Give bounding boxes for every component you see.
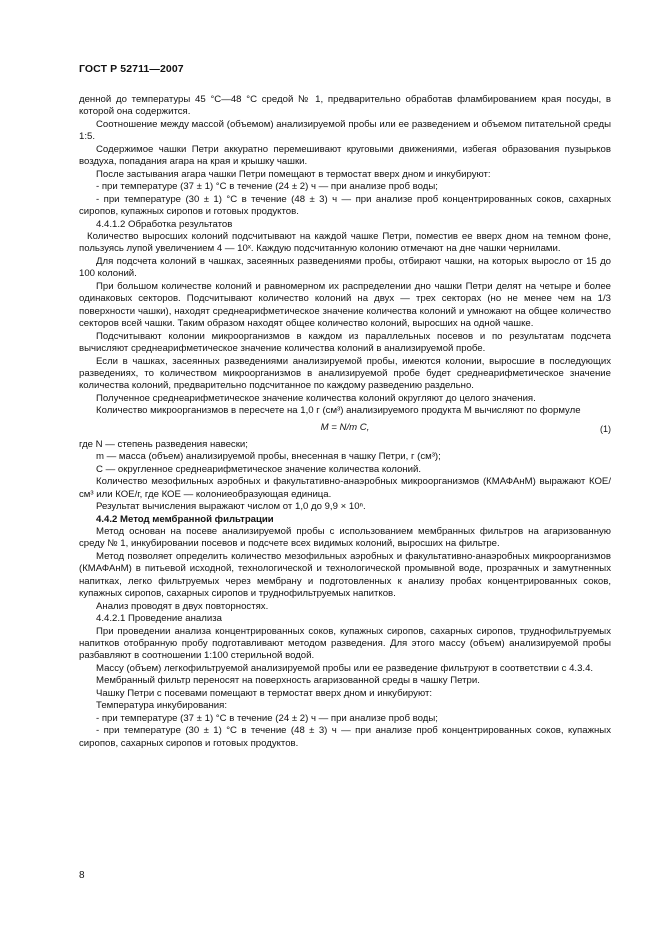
paragraphs-before-formula: [79, 94, 611, 418]
paragraph: Метод позволяет определить количество мезофильных аэробных и факультативно-анаэробных микроорганизмов (КМАФАнМ) в питьевой исходной, технологической и технологической промывной воде, прозрачных и замутненных напитках, легко фильтруемых через мембрану и подготовленных к анализу пробах концентрированных соков, купажных сиропов, сахарных сиропов и труднофильтруемых напитков.: [79, 550, 611, 600]
paragraph: Количество мезофильных аэробных и факультативно-анаэробных микроорганизмов (КМАФАнМ) выражают КОЕ/см³ или КОЕ/г, где КОЕ — колониеобразующая единица.: [79, 476, 611, 500]
paragraph: C — округленное среднеарифметическое значение количества колоний.: [96, 463, 421, 475]
paragraph: Метод основан на посеве анализируемой пробы с использованием мембранных фильтров на агаризованную среду № 1, инкубировании посевов и подсчете всех видимых колоний, выросших на фильтре.: [79, 525, 611, 550]
paragraph: Подсчитывают колонии микроорганизмов в каждом из параллельных посевов и по результатам подсчета вычисляют среднеарифметическое значение количества колоний в анализируемой пробе.: [79, 330, 611, 355]
document-body: [79, 94, 611, 750]
paragraph: Температура инкубирования:: [96, 700, 228, 712]
paragraph: - при температуре (30 ± 1) °С в течение (48 ± 3) ч — при анализе проб концентрированных соков, купажных сиропов, сахарных сиропов и готовых продуктов.: [79, 725, 611, 749]
paragraph: 4.4.2.1 Проведение анализа: [96, 613, 222, 625]
paragraph: m — масса (объем) анализируемой пробы, внесенная в чашку Петри, г (см³);: [96, 451, 441, 463]
paragraph: - при температуре (37 ± 1) °С в течение (24 ± 2) ч — при анализе проб воды;: [96, 712, 438, 724]
paragraph: 4.4.1.2 Обработка результатов: [96, 218, 233, 230]
formula: M = N/m C,: [320, 421, 370, 433]
paragraph: Если в чашках, засеянных разведениями анализируемой пробы, имеются колонии, выросшие в последующих разведениях, то количеством микроорганизмов в анализируемой пробе будет среднеарифметическое значение количества колоний, предварительно подсчитанное по каждому разведению раздельно.: [79, 355, 611, 392]
paragraph: Полученное среднеарифметическое значение количества колоний округляют до целого значения.: [96, 392, 536, 404]
paragraph: Чашку Петри с посевами помещают в термостат вверх дном и инкубируют:: [96, 687, 433, 699]
paragraph: - при температуре (37 ± 1) °С в течение (24 ± 2) ч — при анализе проб воды;: [96, 181, 438, 193]
paragraph: Массу (объем) легкофильтруемой анализируемой пробы или ее разведение фильтруют в соответствии с 4.3.4.: [96, 662, 594, 674]
formula-number: (1): [600, 423, 611, 434]
paragraph: Результат вычисления выражают числом от 1,0 до 9,9 × 10ⁿ.: [96, 501, 366, 513]
paragraph: После застывания агара чашки Петри помещают в термостат вверх дном и инкубируют:: [96, 168, 491, 180]
paragraph: Анализ проводят в двух повторностях.: [96, 600, 269, 612]
paragraph: При большом количестве колоний и равномерном их распределении дно чашки Петри делят на четыре и более одинаковых секторов. Подсчитывают количество колоний на двух — трех секторах (но не менее чем на 1/3 поверхности чашки), находят среднеарифметическое значение количества колоний и умножают на общее количество секторов всей чашки. Таким образом находят общее количество колоний, выросших на одной чашке.: [79, 280, 611, 330]
page-number: 8: [79, 870, 85, 881]
paragraph: Мембранный фильтр переносят на поверхность агаризованной среды в чашку Петри.: [96, 675, 480, 687]
formula-row: [79, 422, 611, 437]
paragraphs-after-formula: [79, 439, 611, 750]
paragraph: При проведении анализа концентрированных соков, купажных сиропов, сахарных сиропов, труднофильтруемых напитков отобранную пробу подготавливают методом разведения. Для этого массу (объем) анализируемой пробы разбавляют в соотношении 1:100 стерильной водой.: [79, 625, 611, 662]
paragraph: Количество микроорганизмов в пересчете на 1,0 г (см³) анализируемого продукта M вычисляют по формуле: [96, 405, 581, 417]
paragraph: денной до температуры 45 °С—48 °С средой № 1, предварительно обработав фламбированием края посуды, в которой она содержится.: [79, 94, 611, 118]
paragraph: Соотношение между массой (объемом) анализируемой пробы или ее разведением и объемом питательной среды 1:5.: [79, 118, 611, 143]
paragraph: 4.4.2 Метод мембранной фильтрации: [96, 513, 274, 525]
paragraph: Для подсчета колоний в чашках, засеянных разведениями пробы, отбирают чашки, на которых выросло от 15 до 100 колоний.: [79, 255, 611, 280]
paragraph: где N — степень разведения навески;: [79, 438, 248, 450]
paragraph: Количество выросших колоний подсчитывают на каждой чашке Петри, поместив ее вверх дном на темном фоне, пользуясь лупой увеличением 4 — 10ˣ. Каждую подсчитанную колонию отмечают на дне чашки чернилами.: [79, 230, 611, 255]
page-header: ГОСТ Р 52711—2007: [79, 63, 184, 75]
paragraph: - при температуре (30 ± 1) °С в течение (48 ± 3) ч — при анализе проб концентрированных соков, сахарных сиропов, купажных сиропов и готовых продуктов.: [79, 193, 611, 218]
paragraph: Содержимое чашки Петри аккуратно перемешивают круговыми движениями, избегая образования пузырьков воздуха, попадания агара на края и крышку чашки.: [79, 143, 611, 168]
